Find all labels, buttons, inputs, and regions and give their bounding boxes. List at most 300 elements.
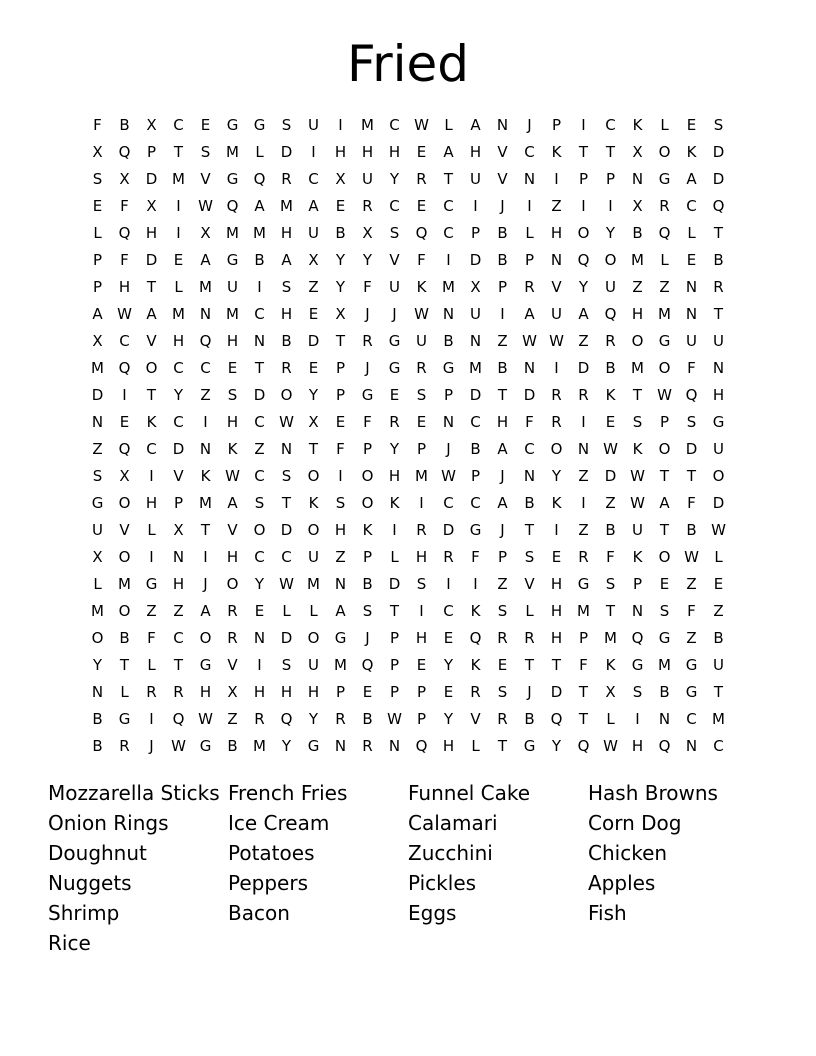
word-list-item: Zucchini: [408, 841, 493, 865]
grid-letter: Z: [173, 602, 184, 620]
grid-letter: M: [226, 305, 239, 323]
grid-letter: T: [497, 737, 508, 755]
grid-letter: D: [280, 521, 293, 539]
grid-letter: P: [416, 683, 427, 701]
grid-row: [84, 625, 732, 652]
grid-letter: U: [92, 521, 103, 539]
grid-letter: P: [416, 710, 427, 728]
grid-letter: E: [605, 413, 616, 431]
grid-letter: N: [523, 359, 536, 377]
grid-letter: C: [443, 602, 454, 620]
grid-letter: C: [686, 710, 697, 728]
grid-row: [84, 193, 732, 220]
grid-letter: B: [713, 251, 724, 269]
grid-letter: X: [92, 332, 103, 350]
word-list-item: Mozzarella Sticks: [48, 781, 220, 805]
grid-letter: N: [253, 629, 266, 647]
grid-letter: B: [92, 710, 103, 728]
grid-letter: G: [145, 575, 158, 593]
grid-letter: N: [550, 251, 563, 269]
grid-letter: L: [93, 224, 102, 242]
grid-letter: S: [416, 386, 427, 404]
grid-letter: N: [253, 332, 266, 350]
grid-letter: G: [685, 683, 698, 701]
grid-letter: I: [635, 710, 640, 728]
grid-letter: H: [280, 305, 293, 323]
grid-letter: M: [415, 467, 428, 485]
grid-letter: C: [470, 413, 481, 431]
grid-letter: I: [473, 197, 478, 215]
word-list-item: Peppers: [228, 871, 308, 895]
grid-letter: I: [149, 467, 154, 485]
grid-letter: N: [685, 278, 698, 296]
grid-letter: E: [686, 116, 697, 134]
grid-letter: W: [198, 710, 213, 728]
grid-letter: X: [335, 170, 346, 188]
grid-letter: B: [119, 116, 130, 134]
grid-letter: A: [470, 116, 481, 134]
grid-letter: R: [227, 602, 238, 620]
grid-letter: K: [146, 413, 157, 431]
grid-letter: R: [524, 278, 535, 296]
grid-letter: Y: [605, 224, 616, 242]
grid-letter: P: [362, 440, 373, 458]
grid-letter: N: [442, 413, 455, 431]
grid-letter: U: [308, 548, 319, 566]
grid-letter: W: [414, 116, 429, 134]
grid-letter: N: [712, 359, 725, 377]
grid-letter: H: [172, 575, 185, 593]
grid-letter: T: [713, 305, 724, 323]
grid-letter: H: [550, 224, 563, 242]
grid-letter: N: [631, 602, 644, 620]
grid-letter: A: [200, 251, 211, 269]
grid-letter: B: [497, 251, 508, 269]
grid-letter: I: [311, 143, 316, 161]
grid-row: [84, 571, 732, 598]
grid-letter: U: [470, 305, 481, 323]
grid-letter: E: [119, 413, 130, 431]
grid-letter: H: [226, 548, 239, 566]
grid-letter: Q: [415, 737, 428, 755]
grid-letter: I: [203, 413, 208, 431]
grid-letter: Q: [118, 143, 131, 161]
grid-letter: J: [365, 305, 370, 323]
grid-letter: M: [199, 494, 212, 512]
grid-letter: C: [308, 170, 319, 188]
grid-letter: L: [444, 116, 453, 134]
grid-letter: Y: [308, 710, 319, 728]
grid-letter: O: [361, 494, 374, 512]
grid-letter: K: [200, 467, 211, 485]
grid-letter: X: [200, 224, 211, 242]
grid-letter: K: [308, 494, 319, 512]
grid-letter: D: [577, 359, 590, 377]
grid-letter: P: [524, 251, 535, 269]
grid-row: [84, 652, 732, 679]
grid-letter: Z: [227, 710, 238, 728]
grid-letter: P: [389, 683, 400, 701]
grid-letter: H: [280, 683, 293, 701]
grid-letter: T: [605, 602, 616, 620]
grid-letter: E: [335, 413, 346, 431]
grid-letter: I: [446, 251, 451, 269]
grid-letter: J: [365, 629, 370, 647]
grid-letter: M: [199, 278, 212, 296]
grid-letter: E: [389, 386, 400, 404]
grid-letter: T: [146, 386, 157, 404]
grid-letter: E: [416, 413, 427, 431]
grid-letter: K: [632, 548, 643, 566]
grid-letter: E: [497, 656, 508, 674]
grid-letter: W: [414, 305, 429, 323]
grid-letter: R: [416, 359, 427, 377]
grid-letter: H: [334, 143, 347, 161]
grid-letter: U: [416, 332, 427, 350]
grid-letter: Y: [335, 251, 346, 269]
grid-letter: Q: [658, 224, 671, 242]
grid-letter: A: [335, 602, 346, 620]
grid-letter: V: [227, 521, 238, 539]
grid-letter: C: [389, 116, 400, 134]
grid-letter: M: [91, 359, 104, 377]
grid-letter: I: [419, 602, 424, 620]
grid-letter: I: [176, 197, 181, 215]
grid-letter: X: [173, 521, 184, 539]
grid-letter: P: [551, 116, 562, 134]
grid-letter: B: [362, 575, 373, 593]
grid-letter: U: [713, 656, 724, 674]
grid-letter: W: [603, 737, 618, 755]
grid-letter: Q: [658, 737, 671, 755]
grid-letter: I: [338, 467, 343, 485]
grid-letter: N: [172, 548, 185, 566]
grid-letter: X: [470, 278, 481, 296]
grid-row: [84, 679, 732, 706]
grid-letter: W: [630, 467, 645, 485]
grid-letter: M: [334, 656, 347, 674]
grid-letter: W: [279, 413, 294, 431]
grid-letter: L: [93, 575, 102, 593]
grid-letter: M: [253, 224, 266, 242]
grid-letter: Z: [686, 575, 697, 593]
grid-letter: X: [308, 413, 319, 431]
grid-letter: B: [92, 737, 103, 755]
grid-letter: E: [254, 602, 265, 620]
grid-letter: J: [365, 359, 370, 377]
grid-letter: E: [659, 575, 670, 593]
grid-letter: E: [92, 197, 103, 215]
grid-letter: D: [442, 521, 455, 539]
grid-letter: Y: [578, 278, 589, 296]
grid-letter: J: [500, 467, 505, 485]
grid-letter: M: [469, 359, 482, 377]
grid-letter: Q: [604, 305, 617, 323]
grid-letter: H: [145, 494, 158, 512]
grid-letter: B: [713, 629, 724, 647]
grid-letter: S: [605, 575, 616, 593]
grid-letter: K: [551, 494, 562, 512]
grid-letter: S: [362, 602, 373, 620]
grid-letter: M: [631, 359, 644, 377]
grid-letter: S: [632, 413, 643, 431]
grid-letter: D: [550, 683, 563, 701]
grid-letter: T: [254, 359, 265, 377]
grid-letter: G: [253, 116, 266, 134]
grid-letter: P: [416, 440, 427, 458]
grid-letter: E: [173, 251, 184, 269]
grid-letter: J: [500, 521, 505, 539]
grid-letter: F: [363, 278, 372, 296]
grid-letter: V: [497, 170, 508, 188]
grid-letter: O: [658, 548, 671, 566]
grid-letter: G: [658, 170, 671, 188]
grid-letter: B: [335, 224, 346, 242]
grid-letter: N: [685, 305, 698, 323]
grid-letter: R: [254, 710, 265, 728]
grid-row: [84, 220, 732, 247]
grid-letter: D: [172, 440, 185, 458]
grid-letter: Q: [118, 359, 131, 377]
grid-letter: D: [280, 143, 293, 161]
grid-letter: L: [660, 116, 669, 134]
grid-letter: D: [388, 575, 401, 593]
grid-letter: L: [687, 224, 696, 242]
grid-letter: F: [120, 197, 129, 215]
grid-letter: N: [442, 305, 455, 323]
grid-letter: F: [363, 413, 372, 431]
grid-letter: R: [551, 386, 562, 404]
grid-letter: I: [257, 656, 262, 674]
grid-letter: T: [578, 710, 589, 728]
grid-letter: L: [390, 548, 399, 566]
grid-letter: X: [92, 143, 103, 161]
grid-letter: G: [226, 251, 239, 269]
grid-letter: L: [660, 251, 669, 269]
word-list-item: Corn Dog: [588, 811, 682, 835]
grid-letter: X: [362, 224, 373, 242]
word-list-item: Ice Cream: [228, 811, 330, 835]
grid-letter: M: [118, 575, 131, 593]
grid-letter: X: [146, 197, 157, 215]
grid-letter: T: [389, 602, 400, 620]
grid-letter: R: [389, 413, 400, 431]
grid-letter: I: [608, 197, 613, 215]
grid-letter: G: [712, 413, 725, 431]
grid-letter: W: [171, 737, 186, 755]
grid-letter: H: [442, 737, 455, 755]
grid-row: [84, 247, 732, 274]
grid-letter: D: [604, 467, 617, 485]
grid-letter: L: [174, 278, 183, 296]
grid-letter: T: [551, 656, 562, 674]
grid-letter: S: [632, 683, 643, 701]
grid-letter: H: [226, 332, 239, 350]
grid-letter: F: [120, 251, 129, 269]
grid-letter: K: [470, 656, 481, 674]
grid-letter: F: [417, 251, 426, 269]
grid-letter: G: [334, 629, 347, 647]
grid-letter: V: [470, 710, 481, 728]
grid-letter: N: [334, 737, 347, 755]
grid-letter: E: [308, 305, 319, 323]
word-list-item: Eggs: [408, 901, 457, 925]
grid-letter: R: [578, 548, 589, 566]
grid-letter: D: [685, 440, 698, 458]
grid-letter: X: [119, 467, 130, 485]
grid-letter: L: [309, 602, 318, 620]
word-list-item: Potatoes: [228, 841, 315, 865]
grid-letter: P: [146, 143, 157, 161]
grid-letter: W: [387, 710, 402, 728]
grid-letter: H: [334, 521, 347, 539]
grid-letter: O: [118, 548, 131, 566]
grid-letter: P: [362, 548, 373, 566]
grid-letter: R: [605, 332, 616, 350]
grid-row: [84, 382, 732, 409]
grid-letter: K: [470, 602, 481, 620]
grid-letter: K: [632, 116, 643, 134]
grid-letter: Y: [308, 386, 319, 404]
grid-letter: H: [361, 143, 374, 161]
grid-letter: W: [522, 332, 537, 350]
grid-letter: O: [658, 359, 671, 377]
grid-letter: T: [524, 656, 535, 674]
word-list-item: Shrimp: [48, 901, 120, 925]
grid-letter: B: [524, 494, 535, 512]
grid-letter: L: [471, 737, 480, 755]
grid-letter: C: [605, 116, 616, 134]
grid-letter: C: [254, 413, 265, 431]
grid-letter: H: [712, 386, 725, 404]
grid-letter: K: [632, 440, 643, 458]
grid-letter: B: [470, 440, 481, 458]
grid-letter: I: [203, 548, 208, 566]
grid-letter: T: [713, 224, 724, 242]
grid-letter: Z: [713, 602, 724, 620]
grid-letter: T: [281, 494, 292, 512]
grid-letter: T: [578, 683, 589, 701]
grid-row: [84, 139, 732, 166]
grid-letter: P: [173, 494, 184, 512]
grid-row: [84, 490, 732, 517]
grid-letter: C: [173, 116, 184, 134]
grid-letter: I: [149, 710, 154, 728]
grid-letter: B: [443, 332, 454, 350]
grid-letter: L: [714, 548, 723, 566]
grid-letter: H: [415, 548, 428, 566]
grid-letter: V: [551, 278, 562, 296]
grid-letter: K: [389, 494, 400, 512]
grid-letter: G: [523, 737, 536, 755]
grid-letter: I: [581, 116, 586, 134]
grid-letter: M: [658, 656, 671, 674]
grid-letter: E: [362, 683, 373, 701]
grid-letter: M: [172, 170, 185, 188]
grid-letter: S: [281, 278, 292, 296]
grid-letter: G: [199, 737, 212, 755]
grid-letter: Z: [308, 278, 319, 296]
grid-letter: P: [605, 170, 616, 188]
grid-letter: Q: [118, 224, 131, 242]
word-list-item: Fish: [588, 901, 627, 925]
grid-letter: H: [469, 143, 482, 161]
grid-letter: T: [524, 521, 535, 539]
grid-letter: I: [149, 548, 154, 566]
grid-letter: F: [687, 359, 696, 377]
grid-letter: Y: [281, 737, 292, 755]
grid-letter: C: [254, 467, 265, 485]
grid-row: [84, 409, 732, 436]
grid-letter: O: [145, 359, 158, 377]
grid-letter: X: [632, 143, 643, 161]
grid-letter: L: [120, 683, 129, 701]
grid-letter: N: [658, 710, 671, 728]
grid-letter: S: [497, 683, 508, 701]
grid-letter: J: [392, 305, 397, 323]
grid-letter: M: [280, 197, 293, 215]
grid-letter: K: [686, 143, 697, 161]
grid-letter: D: [307, 332, 320, 350]
grid-letter: O: [631, 332, 644, 350]
grid-letter: R: [416, 521, 427, 539]
grid-letter: K: [605, 386, 616, 404]
grid-letter: H: [631, 737, 644, 755]
grid-letter: E: [713, 575, 724, 593]
grid-letter: R: [362, 737, 373, 755]
grid-letter: H: [415, 629, 428, 647]
grid-letter: R: [227, 629, 238, 647]
grid-letter: X: [335, 305, 346, 323]
grid-letter: D: [469, 386, 482, 404]
grid-letter: N: [199, 305, 212, 323]
grid-letter: A: [281, 251, 292, 269]
grid-row: [84, 274, 732, 301]
grid-letter: D: [712, 170, 725, 188]
grid-letter: F: [606, 548, 615, 566]
grid-letter: V: [227, 656, 238, 674]
grid-letter: Z: [254, 440, 265, 458]
grid-letter: F: [687, 494, 696, 512]
grid-letter: Z: [551, 197, 562, 215]
word-list-item: Nuggets: [48, 871, 132, 895]
grid-letter: X: [227, 683, 238, 701]
grid-letter: T: [497, 386, 508, 404]
grid-letter: M: [631, 251, 644, 269]
grid-letter: P: [335, 683, 346, 701]
grid-letter: K: [227, 440, 238, 458]
grid-letter: V: [146, 332, 157, 350]
grid-letter: N: [685, 737, 698, 755]
grid-letter: S: [524, 548, 535, 566]
grid-letter: U: [470, 170, 481, 188]
grid-letter: A: [524, 305, 535, 323]
grid-letter: N: [334, 575, 347, 593]
grid-letter: N: [91, 683, 104, 701]
grid-letter: Q: [469, 629, 482, 647]
grid-letter: C: [200, 359, 211, 377]
grid-letter: U: [308, 656, 319, 674]
grid-letter: S: [92, 170, 103, 188]
grid-letter: Y: [173, 386, 184, 404]
grid-letter: B: [227, 737, 238, 755]
grid-letter: C: [686, 197, 697, 215]
grid-letter: Z: [632, 278, 643, 296]
grid-letter: S: [281, 656, 292, 674]
grid-letter: N: [469, 332, 482, 350]
grid-letter: E: [200, 116, 211, 134]
grid-letter: X: [92, 548, 103, 566]
